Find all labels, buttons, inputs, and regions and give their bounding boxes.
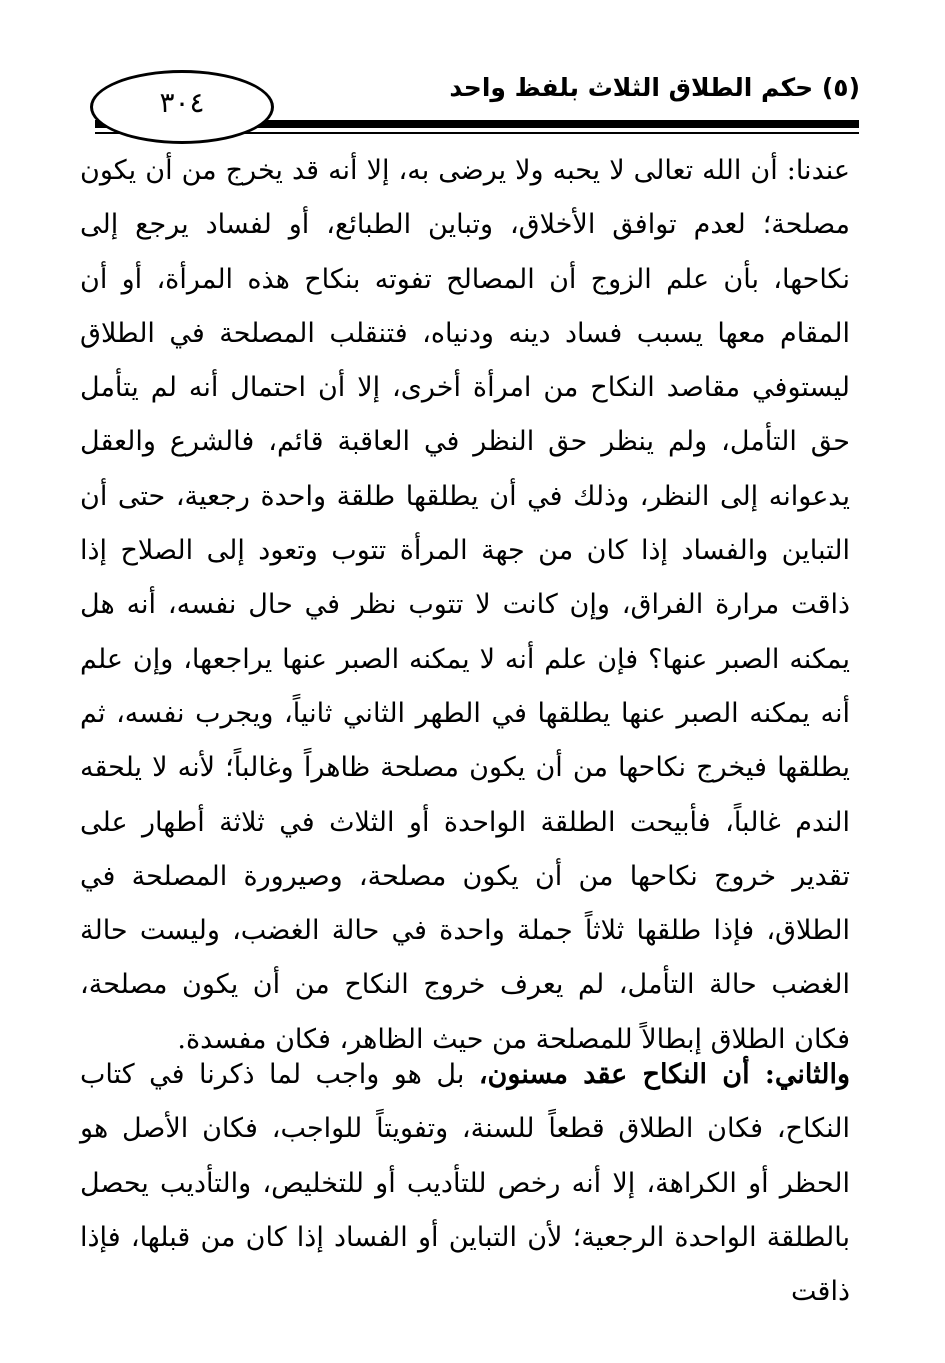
paragraph-2-rest: بل هو واجب لما ذكرنا في كتاب النكاح، فكان الطلاق قطعاً للسنة، وتفويتاً للواجب، فكان الأصل هو الحظر أو الكراهة، إلا أنه رخص للتأديب أو للتخليص، والتأديب يحصل بالطلقة الواحدة الرجعية؛ لأن التباين أو الفساد إذا كان من قبلها، فإذا ذاقت	[80, 1059, 850, 1308]
body-paragraph-2	[80, 1048, 850, 1319]
body-paragraph-1: عندنا: أن الله تعالى لا يحبه ولا يرضى به، إلا أنه قد يخرج من أن يكون مصلحة؛ لعدم توافق الأخلاق، وتباين الطبائع، أو لفساد يرجع إلى نكاحها، بأن علم الزوج أن المصالح تفوته بنكاح هذه المرأة، أو أن المقام معها يسبب فساد دينه ودنياه، فتنقلب المصلحة في الطلاق ليستوفي مقاصد النكاح من امرأة أخرى، إلا أن احتمال أنه لم يتأمل حق التأمل، ولم ينظر حق النظر في العاقبة قائم، فالشرع والعقل يدعوانه إلى النظر، وذلك في أن يطلقها طلقة واحدة رجعية، حتى أن التباين والفساد إذا كان من جهة المرأة تتوب وتعود إلى الصلاح إذا ذاقت مرارة الفراق، وإن كانت لا تتوب نظر في حال نفسه، أنه هل يمكنه الصبر عنها؟ فإن علم أنه لا يمكنه الصبر عنها يراجعها، وإن علم أنه يمكنه الصبر عنها يطلقها في الطهر الثاني ثانياً، ويجرب نفسه، ثم يطلقها فيخرج نكاحها من أن يكون مصلحة ظاهراً وغالباً؛ لأنه لا يلحقه الندم غالباً، فأبيحت الطلقة الواحدة أو الثلاث في ثلاثة أطهار على تقدير خروج نكاحها من أن يكون مصلحة، وصيرورة المصلحة في الطلاق، فإذا طلقها ثلاثاً جملة واحدة في حالة الغضب، وليست حالة الغضب حالة التأمل، لم يعرف خروج النكاح من أن يكون مصلحة، فكان الطلاق إبطالاً للمصلحة من حيث الظاهر، فكان مفسدة.	[80, 155, 850, 1055]
running-header-title: (٥) حكم الطلاق الثلاث بلفظ واحد	[449, 73, 860, 102]
paragraph-2-lead: والثاني: أن النكاح عقد مسنون،	[478, 1059, 851, 1090]
page-number: ٣٠٤	[159, 86, 205, 119]
page-number-oval	[90, 70, 274, 144]
